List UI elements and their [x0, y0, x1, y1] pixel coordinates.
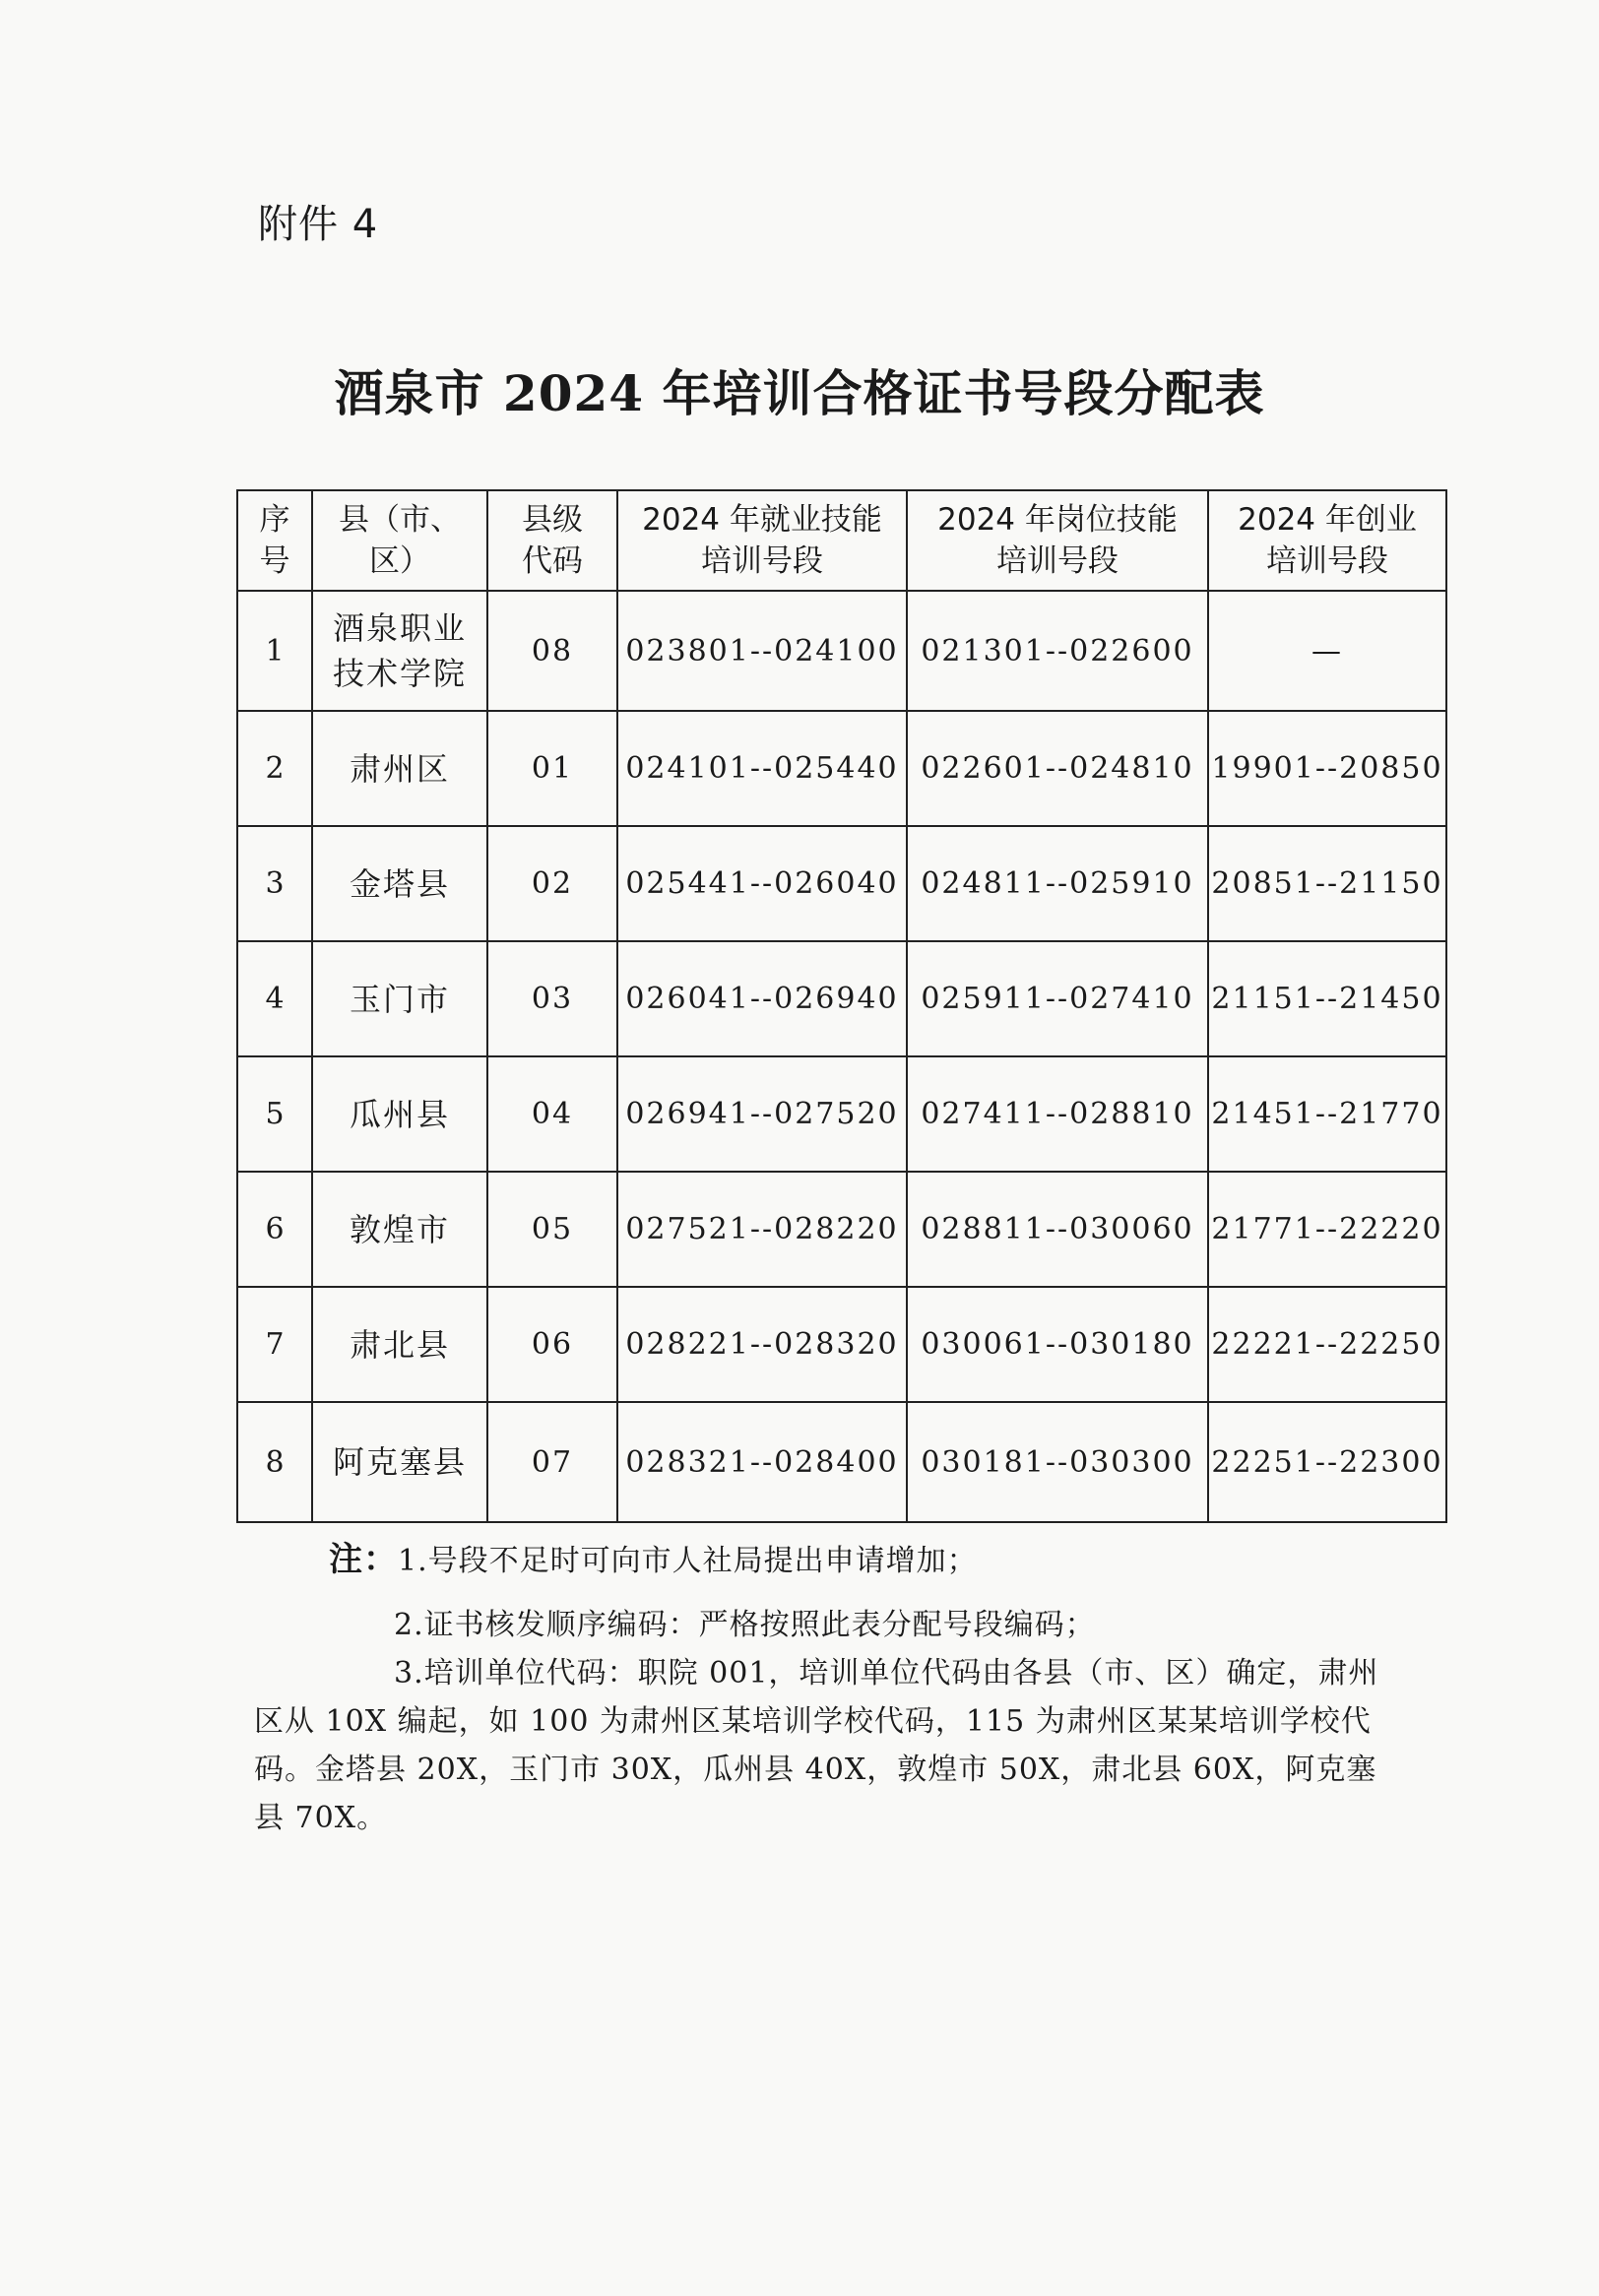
cell-startup-range: —: [1208, 591, 1446, 711]
table-row: [237, 826, 1446, 941]
cell-serial-number: 2: [237, 711, 312, 826]
cell-startup-range: 21151--21450: [1208, 941, 1446, 1056]
notes-label: 注：: [329, 1540, 398, 1579]
header-county: 县（市、 区）: [312, 490, 487, 591]
cell-county-code: 04: [487, 1056, 617, 1172]
cell-county-code: 02: [487, 826, 617, 941]
table-row: [237, 591, 1446, 711]
cell-employment-range: 028321--028400: [617, 1402, 907, 1522]
table-row: [237, 1172, 1446, 1287]
table-row: [237, 1402, 1446, 1522]
attachment-label: 附件 4: [258, 202, 379, 247]
cell-serial-number: 5: [237, 1056, 312, 1172]
cell-county: 玉门市: [312, 941, 487, 1056]
cell-startup-range: 21451--21770: [1208, 1056, 1446, 1172]
note-item: 2.证书核发顺序编码：严格按照此表分配号段编码；: [394, 1608, 1096, 1642]
cell-county: 敦煌市: [312, 1172, 487, 1287]
header-position-training: 2024 年岗位技能 培训号段: [907, 490, 1208, 591]
cell-startup-range: 19901--20850: [1208, 711, 1446, 826]
cell-county: 酒泉职业 技术学院: [312, 591, 487, 711]
cell-position-range: 030061--030180: [907, 1287, 1208, 1402]
cell-county-code: 01: [487, 711, 617, 826]
cell-employment-range: 028221--028320: [617, 1287, 907, 1402]
note-item: 3.培训单位代码：职院 001，培训单位代码由各县（市、区）确定，肃州区从 10X 编起，如 100 为肃州区某培训学校代码，115 为肃州区某某培训学校代码。金塔县 20X，玉门市 30X，瓜州县 40X，敦煌市 50X，肃北县 60X，阿克塞县 70X。: [254, 1656, 1379, 1835]
cell-employment-range: 027521--028220: [617, 1172, 907, 1287]
cell-serial-number: 7: [237, 1287, 312, 1402]
table-row: [237, 941, 1446, 1056]
cell-county-code: 05: [487, 1172, 617, 1287]
header-serial-number: 序 号: [237, 490, 312, 591]
cell-position-range: 028811--030060: [907, 1172, 1208, 1287]
cell-county-code: 07: [487, 1402, 617, 1522]
table-row: [237, 1056, 1446, 1172]
cell-serial-number: 3: [237, 826, 312, 941]
cell-serial-number: 4: [237, 941, 312, 1056]
cell-startup-range: 22251--22300: [1208, 1402, 1446, 1522]
header-county-code: 县级 代码: [487, 490, 617, 591]
cell-startup-range: 21771--22220: [1208, 1172, 1446, 1287]
cell-county-code: 08: [487, 591, 617, 711]
cell-employment-range: 026041--026940: [617, 941, 907, 1056]
table-row: [237, 711, 1446, 826]
cell-county: 金塔县: [312, 826, 487, 941]
table-header-row: [237, 490, 1446, 591]
notes-section: [254, 1536, 1396, 1842]
cell-county: 瓜州县: [312, 1056, 487, 1172]
cell-county: 肃州区: [312, 711, 487, 826]
header-employment-training: 2024 年就业技能 培训号段: [617, 490, 907, 591]
cell-employment-range: 024101--025440: [617, 711, 907, 826]
cell-position-range: 025911--027410: [907, 941, 1208, 1056]
header-startup-training: 2024 年创业 培训号段: [1208, 490, 1446, 591]
cell-position-range: 027411--028810: [907, 1056, 1208, 1172]
cell-county-code: 06: [487, 1287, 617, 1402]
allocation-table: [236, 489, 1447, 1523]
cell-position-range: 024811--025910: [907, 826, 1208, 941]
cell-county: 肃北县: [312, 1287, 487, 1402]
cell-serial-number: 6: [237, 1172, 312, 1287]
cell-serial-number: 1: [237, 591, 312, 711]
cell-startup-range: 22221--22250: [1208, 1287, 1446, 1402]
table-row: [237, 1287, 1446, 1402]
cell-position-range: 030181--030300: [907, 1402, 1208, 1522]
note-item: 注：1.号段不足时可向市人社局提出申请增加；: [329, 1540, 978, 1579]
document-title: 酒泉市 2024 年培训合格证书号段分配表: [334, 364, 1265, 422]
cell-employment-range: 026941--027520: [617, 1056, 907, 1172]
cell-county: 阿克塞县: [312, 1402, 487, 1522]
cell-startup-range: 20851--21150: [1208, 826, 1446, 941]
cell-employment-range: 023801--024100: [617, 591, 907, 711]
cell-position-range: 022601--024810: [907, 711, 1208, 826]
cell-county-code: 03: [487, 941, 617, 1056]
cell-serial-number: 8: [237, 1402, 312, 1522]
cell-employment-range: 025441--026040: [617, 826, 907, 941]
cell-position-range: 021301--022600: [907, 591, 1208, 711]
